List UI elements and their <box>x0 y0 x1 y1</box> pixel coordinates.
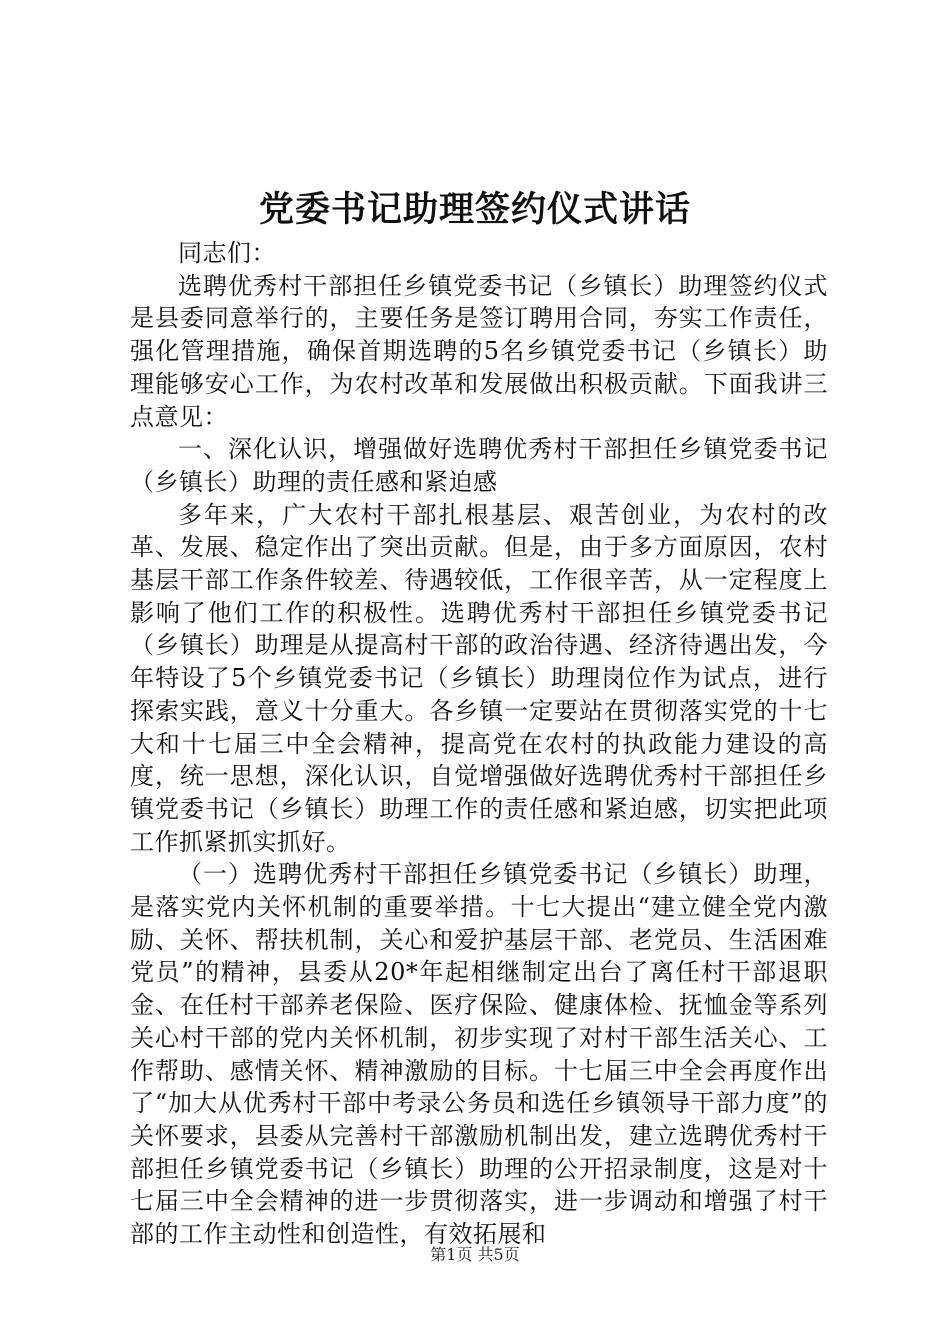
body-paragraph: （一）选聘优秀村干部担任乡镇党委书记（乡镇长）助理，是落实党内关怀机制的重要举措。十七大提出“建立健全党内激励、关怀、帮扶机制，关心和爱护基层干部、老党员、生活困难党员”的精神，县委从20*年起相继制定出台了离任村干部退职金、在任村干部养老保险、医疗保险、健康体检、抚恤金等系列关心村干部的党内关怀机制，初步实现了对村干部生活关心、工作帮助、感情关怀、精神激励的目标。十七届三中全会再度作出了“加大从优秀村干部中考录公务员和选任乡镇领导干部力度”的关怀要求，县委从完善村干部激励机制出发，建立选聘优秀村干部担任乡镇党委书记（乡镇长）助理的公开招录制度，这是对十七届三中全会精神的进一步贯彻落实，进一步调动和增强了村干部的工作主动性和创造性，有效拓展和 <box>130 860 828 1249</box>
page-footer: 第1页 共5页 <box>430 1245 520 1264</box>
body-paragraph: 选聘优秀村干部担任乡镇党委书记（乡镇长）助理签约仪式是县委同意举行的，主要任务是签订聘用合同，夯实工作责任，强化管理措施，确保首期选聘的5名乡镇党委书记（乡镇长）助理能够安心工作，为农村改革和发展做出积极贡献。下面我讲三点意见： <box>130 271 828 431</box>
section-heading: 一、深化认识，增强做好选聘优秀村干部担任乡镇党委书记（乡镇长）助理的责任感和紧迫感 <box>130 435 828 496</box>
body-paragraph: 多年来，广大农村干部扎根基层、艰苦创业，为农村的改革、发展、稳定作出了突出贡献。但是，由于多方面原因，农村基层干部工作条件较差、待遇较低，工作很辛苦，从一定程度上影响了他们工作的积极性。选聘优秀村干部担任乡镇党委书记（乡镇长）助理是从提高村干部的政治待遇、经济待遇出发，今年特设了5个乡镇党委书记（乡镇长）助理岗位作为试点，进行探索实践，意义十分重大。各乡镇一定要站在贯彻落实党的十七大和十七届三中全会精神，提高党在农村的执政能力建设的高度，统一思想，深化认识，自觉增强做好选聘优秀村干部担任乡镇党委书记（乡镇长）助理工作的责任感和紧迫感，切实把此项工作抓紧抓实抓好。 <box>130 500 828 856</box>
document-body <box>130 237 828 1251</box>
salutation-paragraph: 同志们： <box>178 239 276 267</box>
document-title: 党委书记助理签约仪式讲话 <box>258 189 691 230</box>
